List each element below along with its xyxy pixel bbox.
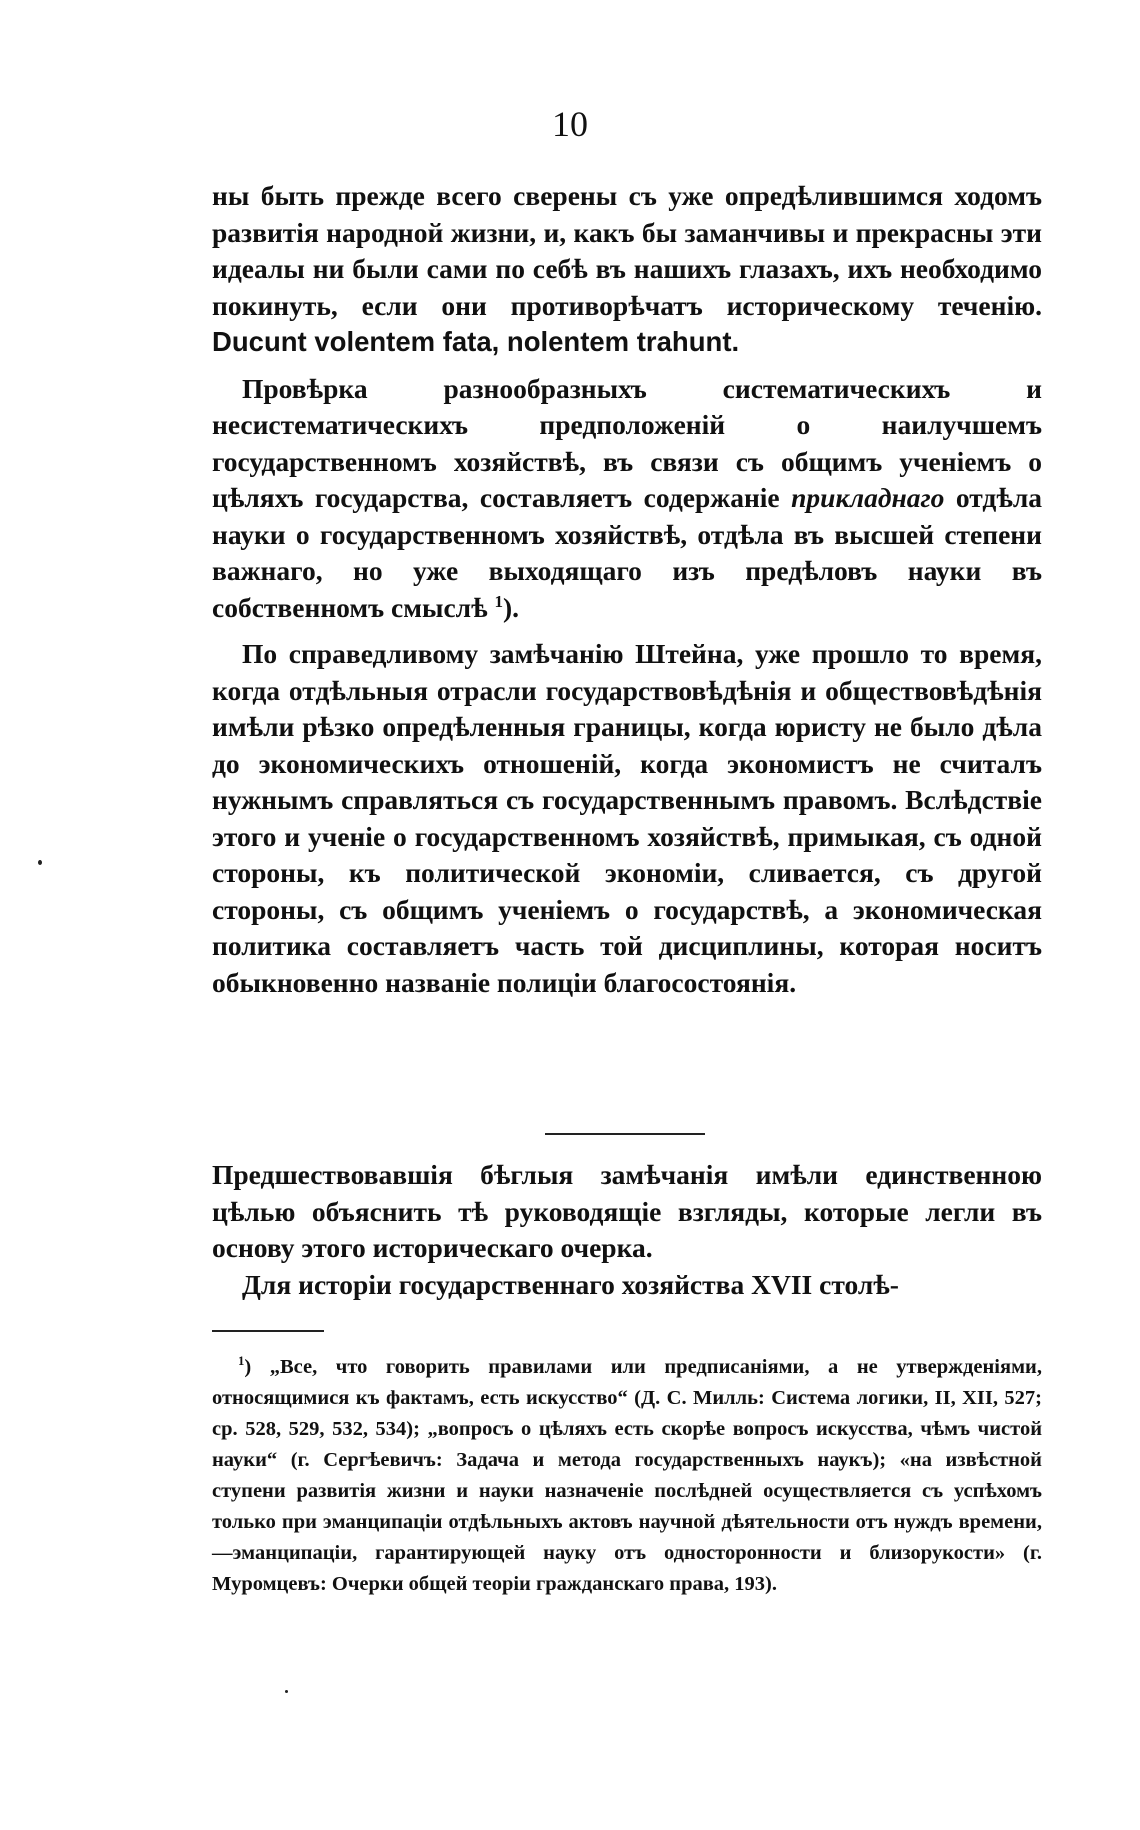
section-divider <box>545 1133 705 1135</box>
footnote-divider <box>212 1330 324 1332</box>
margin-speck <box>38 860 42 865</box>
paragraph-5: Для исторіи государственнаго хозяйства XVII столѣ- <box>242 1268 899 1300</box>
main-text <box>212 178 1042 1011</box>
latin-quote: Ducunt volentem fata, nolentem trahunt. <box>212 326 740 357</box>
paragraph-1 <box>212 178 1042 361</box>
paragraph-4: Предшествовавшія бѣглыя замѣчанія имѣли единственною цѣлью объяснить тѣ руководящіе взгляды, которые легли въ основу этого историческаго очерка. <box>212 1159 1042 1263</box>
footnote <box>212 1352 1042 1600</box>
footnote-marker: 1 <box>238 1354 245 1369</box>
paragraph-2-end: отдѣла науки о государственномъ хозяйствѣ, отдѣла въ высшей степени важнаго, но уже выходящаго изъ предѣловъ науки въ собственномъ смыслѣ <box>212 482 1043 623</box>
bottom-speck <box>285 1690 288 1693</box>
paragraph-2-tail: ). <box>502 591 520 623</box>
second-section-text <box>212 1157 1042 1303</box>
paragraph-2-start: Провѣрка разнообразныхъ систематическихъ и несистематическихъ предположеній о наилучшемъ государственномъ хозяйствѣ, въ связи съ общимъ ученіемъ о цѣляхъ государства, составляетъ содержаніе <box>212 372 1042 513</box>
page-number: 10 <box>552 104 588 144</box>
paragraph-2-italic: прикладнаго <box>791 482 945 513</box>
paragraph-1-text: ны быть прежде всего сверены съ уже опредѣлившимся ходомъ развитія народной жизни, и, какъ бы заманчивы и прекрасны эти идеалы ни были сами по себѣ въ нашихъ глазахъ, ихъ необходимо покинуть, если они противорѣчатъ историческому теченію. <box>212 180 1042 321</box>
footnote-reference: 1 <box>494 591 503 611</box>
footnote-text: ) „Все, что говорить правилами или предписаніями, а не утвержденіями, относящимися къ фактамъ, есть искусство“ (Д. С. Милль: Система логики, II, XII, 527; ср. 528, 529, 532, 534); „вопросъ о цѣляхъ есть скорѣе вопросъ искусства, чѣмъ чистой науки“ (г. Сергѣевичъ: Задача и метода государственныхъ наукъ); «на извѣстной ступени развитія жизни и науки назначеніе послѣдней осуществляется съ успѣхомъ только при эманципаціи отдѣльныхъ актовъ научной дѣятельности отъ нуждъ времени,—эманципаціи, гарантирующей науку отъ односторонности и близорукости» (г. Муромцевъ: Очерки общей теоріи гражданскаго права, 193). <box>212 1356 1042 1595</box>
paragraph-2 <box>212 371 1042 627</box>
paragraph-3: По справедливому замѣчанію Штейна, уже прошло то время, когда отдѣльныя отрасли государствовѣдѣнія и обществовѣдѣнія имѣли рѣзко опредѣленныя границы, когда юристу не было дѣла до экономическихъ отношеній, когда экономистъ не считалъ нужнымъ справляться съ государственнымъ правомъ. Вслѣдствіе этого и ученіе о государственномъ хозяйствѣ, примыкая, съ одной стороны, къ политической экономіи, сливается, съ другой стороны, съ общимъ ученіемъ о государствѣ, а экономическая политика составляетъ часть той дисциплины, которая носитъ обыкновенно названіе полиціи благосостоянія. <box>212 638 1042 998</box>
